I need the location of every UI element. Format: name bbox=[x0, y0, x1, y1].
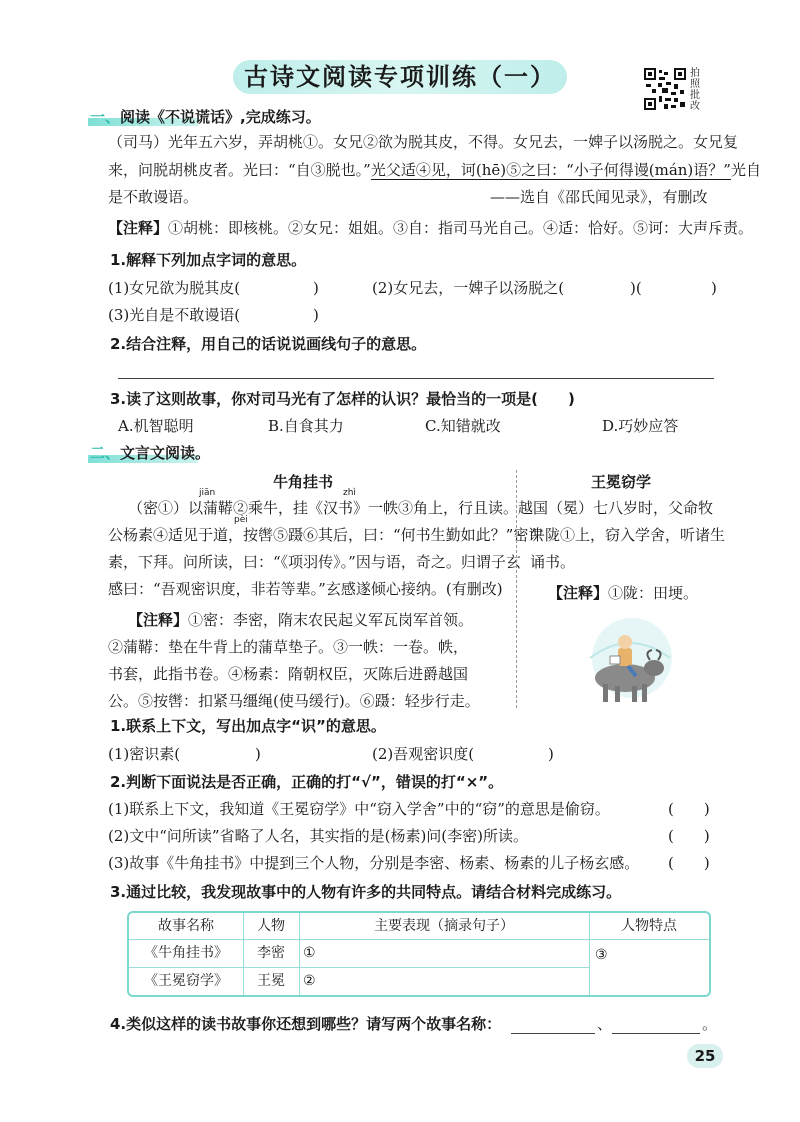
option-b[interactable]: B.自食其力 bbox=[268, 417, 344, 435]
story-name-answer-1[interactable] bbox=[511, 1032, 595, 1034]
section2-heading bbox=[90, 443, 210, 463]
s1-q1-answer-2a[interactable] bbox=[565, 276, 625, 298]
s2-question-4: 4.类似这样的读书故事你还想到哪些？请写两个故事名称： bbox=[110, 1015, 502, 1033]
s1-q1-answer-2b[interactable] bbox=[648, 276, 708, 298]
pinyin-zhi: zhì bbox=[343, 488, 356, 498]
underlined-sentence: 光父适④见，诃(hē)⑤之曰：“小子何得谩(mán)语？” bbox=[370, 161, 731, 179]
note-text: ①胡桃：即核桃。②女兄：姐姐。③自：指司马光自己。④适：恰好。⑤诃：大声斥责。 bbox=[168, 219, 754, 237]
section1-title: 阅读《不说谎话》,完成练习。 bbox=[120, 108, 321, 126]
table-cell-trait-answer[interactable]: ③ bbox=[595, 947, 608, 963]
story2-line-1: （冕）七八岁时，父命牧 bbox=[548, 499, 714, 517]
story1-notes-line-1: 【注释】①密：李密，隋末农民起义军瓦岗军首领。 bbox=[128, 611, 474, 629]
page-number: 25 bbox=[687, 1044, 723, 1068]
comparison-table bbox=[127, 911, 711, 997]
option-c[interactable]: C.知错就改 bbox=[425, 417, 501, 435]
passage-line-3: 是不敢谩语。 bbox=[108, 188, 199, 206]
table-header-story: 故事名称 bbox=[158, 918, 214, 934]
pinyin-jian: jiān bbox=[199, 488, 216, 498]
judge-answer-2[interactable]: ( ) bbox=[668, 827, 710, 845]
close-paren: ) bbox=[255, 745, 261, 763]
story2-line-2: 牛陇①上，窃入学舍，听诸生 bbox=[530, 526, 726, 544]
close-paren: ) bbox=[313, 306, 319, 324]
s1-question-1: 1.解释下列加点字词的意思。 bbox=[110, 251, 307, 269]
s1-question-3: 3.读了这则故事，你对司马光有了怎样的认识？最恰当的一项是( ) bbox=[110, 390, 575, 408]
s1-q1-item-2: (2)女兄去，一婢子以汤脱之( bbox=[372, 279, 565, 297]
judge-answer-1[interactable]: ( ) bbox=[668, 800, 710, 818]
separator: 、 bbox=[597, 1015, 613, 1033]
story1-line-2: 公杨素④适见于道，按辔⑤蹑⑥其后，曰：“何书生勤如此？”密识 bbox=[108, 526, 544, 544]
judge-answer-3[interactable]: ( ) bbox=[668, 854, 710, 872]
s1-q1-item-3: (3)光自是不敢谩语( bbox=[108, 306, 241, 324]
story2-line-3: 诵书。 bbox=[530, 553, 576, 571]
section1-notes bbox=[108, 218, 753, 238]
judge-item-1: (1)联系上下文，我知道《王冕窃学》中“窃入学舍”中的“窃”的意思是偷窃。 bbox=[108, 800, 610, 818]
story-divider bbox=[516, 470, 517, 708]
passage-text: 来，问脱胡桃皮者。光曰：“自③脱也。” bbox=[108, 161, 371, 179]
option-a[interactable]: A.机智聪明 bbox=[118, 417, 194, 435]
table-cell-person: 李密 bbox=[257, 945, 285, 961]
passage-source: ——选自《邵氏闻见录》，有删改 bbox=[490, 188, 708, 206]
s2-q1-answer-1[interactable] bbox=[192, 742, 252, 764]
paren-pair: )( bbox=[630, 279, 642, 297]
story1-line-3: 素，下拜。问所读，曰：“《项羽传》。”因与语，奇之。归谓子玄 bbox=[108, 553, 521, 571]
story1-line-4: 感曰：“吾观密识度，非若等辈。”玄感遂倾心接纳。(有删改) bbox=[108, 580, 503, 598]
close-paren: ) bbox=[711, 279, 717, 297]
story1-notes-line-3: 书套，此指书卷。④杨素：隋朝权臣，灭陈后进爵越国 bbox=[108, 665, 469, 683]
table-cell-story: 《王冕窃学》 bbox=[144, 973, 228, 989]
story1-title: 牛角挂书 bbox=[273, 473, 334, 491]
story2-notes: 【注释】①陇：田埂。 bbox=[548, 584, 699, 602]
qr-label: 拍照批改 bbox=[690, 68, 700, 112]
table-header-performance: 主要表现（摘录句子） bbox=[374, 918, 514, 934]
s2-q1-answer-2[interactable] bbox=[482, 742, 542, 764]
section2-number: 二、 bbox=[90, 444, 121, 462]
s2-q1-item-1: (1)密识素( bbox=[108, 745, 181, 763]
s1-q1-answer-3[interactable] bbox=[248, 303, 308, 325]
table-header-trait: 人物特点 bbox=[621, 918, 677, 934]
s1-q1-item-1: (1)女兄欲为脱其皮( bbox=[108, 279, 241, 297]
table-cell-performance-answer[interactable]: ② bbox=[303, 973, 316, 989]
story-name-answer-2[interactable] bbox=[612, 1032, 700, 1034]
passage-line-2 bbox=[108, 160, 761, 180]
table-cell-story: 《牛角挂书》 bbox=[144, 945, 228, 961]
table-cell-person: 王冕 bbox=[257, 973, 285, 989]
table-header-person: 人物 bbox=[257, 918, 285, 934]
s1-q2-answer-line[interactable] bbox=[118, 377, 714, 379]
section1-heading bbox=[90, 107, 321, 127]
qr-code[interactable] bbox=[644, 68, 686, 110]
table-cell-performance-answer[interactable]: ① bbox=[303, 945, 316, 961]
story1-notes-line-4: 公。⑤按辔：扣紧马缰绳(使马缓行)。⑥蹑：轻步行走。 bbox=[108, 692, 480, 710]
page-title: 古诗文阅读专项训练（一） bbox=[244, 63, 556, 91]
section2-title: 文言文阅读。 bbox=[120, 444, 211, 462]
s2-question-3: 3.通过比较，我发现故事中的人物有许多的共同特点。请结合材料完成练习。 bbox=[110, 883, 622, 901]
judge-item-3: (3)故事《牛角挂书》中提到三个人物，分别是李密、杨素、杨素的儿子杨玄感。 bbox=[108, 854, 640, 872]
period: 。 bbox=[702, 1015, 718, 1033]
s2-question-2: 2.判断下面说法是否正确，正确的打“√”，错误的打“×”。 bbox=[110, 773, 504, 791]
boy-on-buffalo-illustration bbox=[570, 610, 690, 710]
note-label: 【注释】 bbox=[128, 611, 189, 629]
passage-text: 光自 bbox=[730, 161, 761, 179]
s2-q1-item-2: (2)吾观密识度( bbox=[372, 745, 475, 763]
story2-title: 王冕窃学 bbox=[591, 473, 652, 491]
section1-number: 一、 bbox=[90, 108, 121, 126]
passage-line-1: （司马）光年五六岁，弄胡桃①。女兄②欲为脱其皮，不得。女兄去，一婢子以汤脱之。女兄复 bbox=[108, 133, 739, 151]
s1-question-2: 2.结合注释，用自己的话说说画线句子的意思。 bbox=[110, 335, 427, 353]
story1-line-1: （密①）以蒲鞯②乘牛，挂《汉书》一帙③角上，行且读。越国 bbox=[128, 499, 549, 517]
close-paren: ) bbox=[548, 745, 554, 763]
s2-question-1: 1.联系上下文，写出加点字“识”的意思。 bbox=[110, 717, 386, 735]
note-label: 【注释】 bbox=[108, 219, 169, 237]
close-paren: ) bbox=[313, 279, 319, 297]
judge-item-2: (2)文中“问所读”省略了人名，其实指的是(杨素)问(李密)所读。 bbox=[108, 827, 528, 845]
pinyin-pei: pèi bbox=[234, 515, 248, 525]
note-label: 【注释】 bbox=[548, 584, 609, 602]
s1-q1-answer-1[interactable] bbox=[248, 276, 308, 298]
story1-notes-line-2: ②蒲鞯：垫在牛背上的蒲草垫子。③一帙：一卷。帙， bbox=[108, 638, 469, 656]
option-d[interactable]: D.巧妙应答 bbox=[602, 417, 679, 435]
